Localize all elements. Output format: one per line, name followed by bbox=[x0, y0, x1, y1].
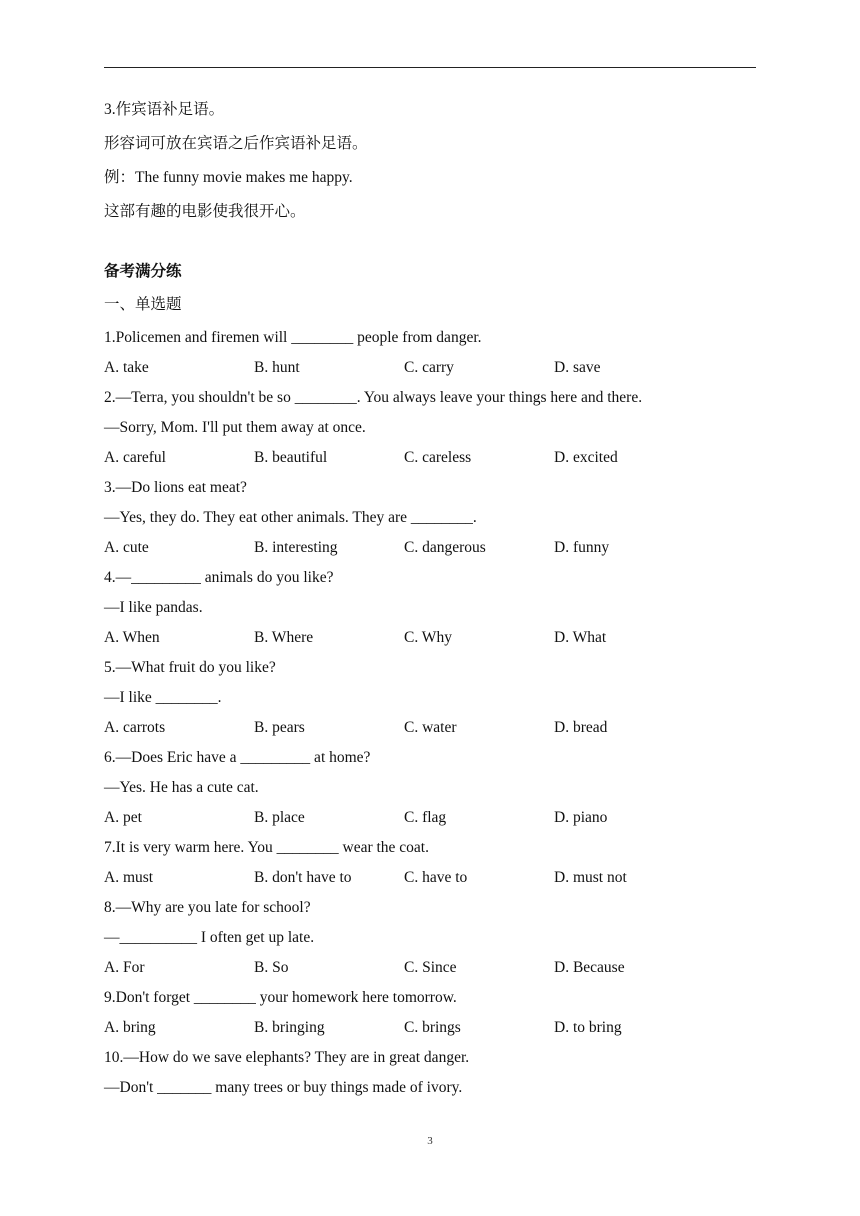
answer-option: C. Why bbox=[404, 629, 452, 646]
answer-option: B. don't have to bbox=[254, 869, 352, 886]
note-example: 例：The funny movie makes me happy. bbox=[104, 169, 353, 186]
answer-option: D. funny bbox=[554, 539, 610, 556]
answer-option: C. have to bbox=[404, 869, 468, 886]
question-stem: 6.—Does Eric have a _________ at home? bbox=[104, 749, 371, 766]
answer-options bbox=[104, 1018, 764, 1048]
question-reply: —I like ________. bbox=[104, 689, 222, 706]
question-stem: 1.Policemen and firemen will ________ people from danger. bbox=[104, 329, 482, 346]
question-item bbox=[104, 898, 764, 988]
answer-option: A. When bbox=[104, 629, 160, 646]
answer-option: B. So bbox=[254, 959, 289, 976]
question-stem: 8.—Why are you late for school? bbox=[104, 899, 311, 916]
answer-option: A. cute bbox=[104, 539, 149, 556]
answer-option: D. What bbox=[554, 629, 607, 646]
answer-option: B. place bbox=[254, 809, 305, 826]
question-reply: —Don't _______ many trees or buy things made of ivory. bbox=[104, 1079, 463, 1096]
question-list bbox=[104, 328, 764, 1108]
answer-options bbox=[104, 958, 764, 988]
note-translation: 这部有趣的电影使我很开心。 bbox=[104, 203, 306, 220]
question-stem: 4.—_________ animals do you like? bbox=[104, 569, 334, 586]
section-title: 一、单选题 bbox=[104, 296, 182, 313]
answer-options bbox=[104, 808, 764, 838]
question-item bbox=[104, 478, 764, 568]
answer-option: C. careless bbox=[404, 449, 472, 466]
answer-options bbox=[104, 538, 764, 568]
question-item bbox=[104, 838, 764, 898]
question-item bbox=[104, 748, 764, 838]
answer-option: D. piano bbox=[554, 809, 608, 826]
answer-option: D. to bring bbox=[554, 1019, 622, 1036]
answer-option: D. excited bbox=[554, 449, 618, 466]
answer-option: C. dangerous bbox=[404, 539, 486, 556]
question-reply: —Yes, they do. They eat other animals. They are ________. bbox=[104, 509, 477, 526]
note-title: 3.作宾语补足语。 bbox=[104, 101, 225, 118]
answer-option: C. brings bbox=[404, 1019, 461, 1036]
answer-option: B. bringing bbox=[254, 1019, 325, 1036]
answer-options bbox=[104, 358, 764, 388]
question-item bbox=[104, 328, 764, 388]
answer-option: B. pears bbox=[254, 719, 305, 736]
question-stem: 2.—Terra, you shouldn't be so ________. You always leave your things here and there. bbox=[104, 389, 643, 406]
question-reply: —I like pandas. bbox=[104, 599, 203, 616]
question-item bbox=[104, 388, 764, 478]
answer-option: A. careful bbox=[104, 449, 166, 466]
answer-option: C. water bbox=[404, 719, 457, 736]
answer-option: A. take bbox=[104, 359, 149, 376]
answer-option: C. carry bbox=[404, 359, 454, 376]
answer-option: C. Since bbox=[404, 959, 457, 976]
answer-option: B. Where bbox=[254, 629, 314, 646]
answer-option: D. Because bbox=[554, 959, 625, 976]
answer-option: A. must bbox=[104, 869, 154, 886]
answer-option: B. beautiful bbox=[254, 449, 328, 466]
answer-options bbox=[104, 718, 764, 748]
answer-options bbox=[104, 448, 764, 478]
answer-option: D. bread bbox=[554, 719, 608, 736]
answer-option: A. For bbox=[104, 959, 145, 976]
question-stem: 5.—What fruit do you like? bbox=[104, 659, 276, 676]
question-item bbox=[104, 988, 764, 1048]
answer-option: A. pet bbox=[104, 809, 142, 826]
grammar-note bbox=[104, 100, 764, 222]
question-stem: 3.—Do lions eat meat? bbox=[104, 479, 247, 496]
page-number: 3 bbox=[427, 1135, 433, 1147]
answer-option: C. flag bbox=[404, 809, 447, 826]
answer-option: B. hunt bbox=[254, 359, 300, 376]
question-reply: —Sorry, Mom. I'll put them away at once. bbox=[104, 419, 366, 436]
question-item bbox=[104, 1048, 764, 1108]
answer-option: A. bring bbox=[104, 1019, 156, 1036]
note-rule: 形容词可放在宾语之后作宾语补足语。 bbox=[104, 135, 368, 152]
question-reply: —Yes. He has a cute cat. bbox=[104, 779, 259, 796]
answer-options bbox=[104, 868, 764, 898]
question-stem: 7.It is very warm here. You ________ wear the coat. bbox=[104, 839, 429, 856]
header-rule bbox=[104, 67, 756, 68]
page-content bbox=[104, 100, 764, 1108]
question-stem: 9.Don't forget ________ your homework here tomorrow. bbox=[104, 989, 457, 1006]
question-stem: 10.—How do we save elephants? They are in great danger. bbox=[104, 1049, 470, 1066]
answer-option: D. must not bbox=[554, 869, 627, 886]
answer-option: D. save bbox=[554, 359, 601, 376]
exercise-heading: 备考满分练 bbox=[104, 263, 182, 280]
question-item bbox=[104, 658, 764, 748]
question-reply: —__________ I often get up late. bbox=[104, 929, 315, 946]
answer-option: B. interesting bbox=[254, 539, 338, 556]
answer-option: A. carrots bbox=[104, 719, 166, 736]
question-item bbox=[104, 568, 764, 658]
answer-options bbox=[104, 628, 764, 658]
